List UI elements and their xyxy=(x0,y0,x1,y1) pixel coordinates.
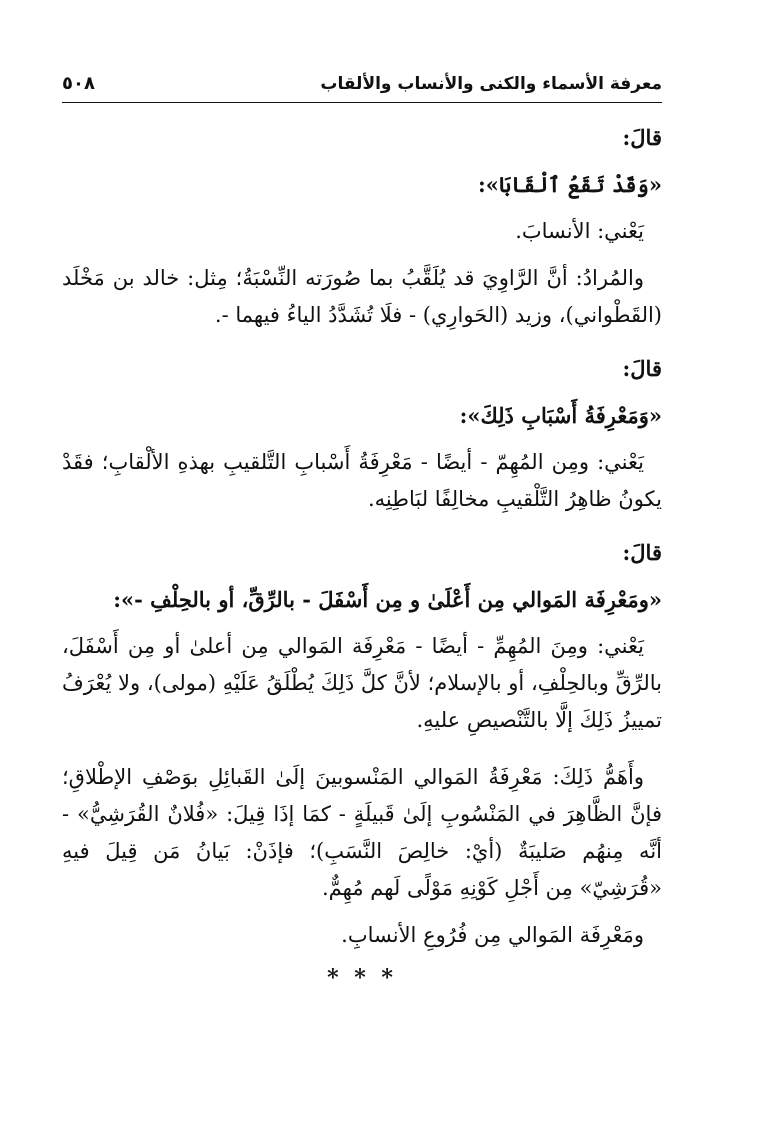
running-title: معرفة الأسماء والكنى والأنساب والألقاب xyxy=(320,74,662,94)
commentary-paragraph: يَعْني: ومِنَ المُهِمِّ - أيضًا - مَعْرِفَة المَوالي مِن أعلىٰ أو مِن أَسْفَلَ، بالرِّقِّ وبالحِلْفِ، أو بالإسلام؛ لأنَّ كلَّ ذَلِكَ يُطْلَقُ عَلَيْهِ (مولى)، ولا يُعْرَفُ تمييزُ ذَلِكَ إلَّا بالتَّنْصيصِ عليهِ. xyxy=(62,634,662,732)
qala-label: قالَ: xyxy=(622,125,662,150)
commentary-paragraph: يَعْني: ومِن المُهِمّ - أيضًا - مَعْرِفَةُ أَسْبابِ التَّلقيبِ بهذهِ الألْقابِ؛ فقَدْ يكونُ ظاهِرُ التَّلْقيبِ مخالِفًا لبَاطِنِه. xyxy=(62,450,662,511)
matn-quote: «ومَعْرِفَة المَوالي مِن أَعْلَىٰ و مِن أَسْفَلَ - بالرِّقِّ، أو بالحِلْفِ -»: xyxy=(113,587,662,612)
section-divider-stars: * * * xyxy=(327,965,397,991)
commentary-paragraph: ومَعْرِفَة المَوالي مِن فُرُوعِ الأنسابِ. xyxy=(341,923,644,947)
running-header xyxy=(62,56,662,94)
matn-quote: «وَمَعْرِفَةُ أَسْبَابِ ذَلِكَ»: xyxy=(459,403,662,428)
qala-label: قالَ: xyxy=(622,540,662,565)
page-number: ٥٠٨ xyxy=(62,73,95,94)
commentary-paragraph: يَعْني: الأنسابَ. xyxy=(515,219,644,243)
page xyxy=(62,56,662,997)
matn-quote: «وَقَدْ تَقَعُ ٱلْقَابَا»: xyxy=(478,172,662,197)
body-text xyxy=(62,119,662,997)
commentary-paragraph: وأَهَمُّ ذَلِكَ: مَعْرِفَةُ المَوالي المَنْسوبينَ إلَىٰ القَبائِلِ بوَصْفِ الإطْلاقِ؛ فإنَّ الظَّاهِرَ في المَنْسُوبِ إلَىٰ قَبيلَةٍ - كمَا إذَا قِيلَ: «فُلانٌ القُرَشِيُّ» - أنَّه مِنهُم صَليبَةٌ (أيْ: خالِصَ النَّسَبِ)؛ فإذَنْ: بَيانُ مَن قِيلَ فيهِ «قُرَشِيّ» مِن أَجْلِ كَوْنِهِ مَوْلًى لَهم مُهِمٌّ. xyxy=(62,765,662,900)
header-rule xyxy=(62,102,662,103)
commentary-paragraph: والمُرادُ: أنَّ الرَّاوِيَ قد يُلَقَّبُ بما صُورَته النِّسْبَةُ؛ مِثل: خالد بن مَخْلَد (القَطْواني)، وزيد (الحَوارِي) - فلَا تُشَدَّدُ الياءُ فيهما -. xyxy=(62,266,662,327)
qala-label: قالَ: xyxy=(622,356,662,381)
